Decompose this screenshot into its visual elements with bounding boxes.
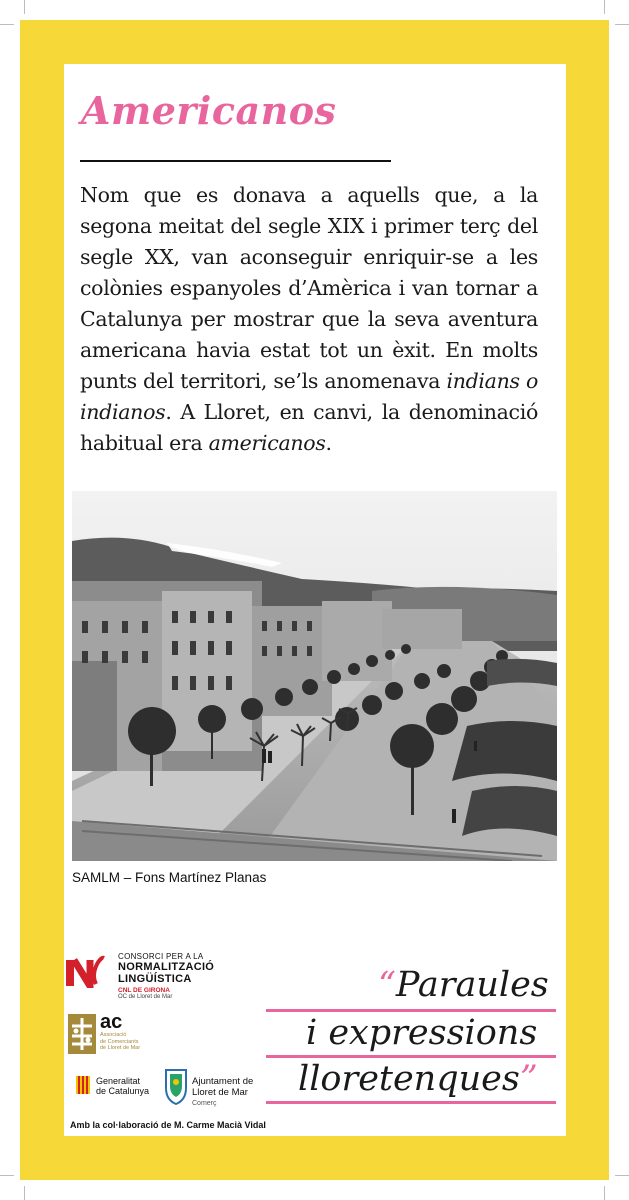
promenade-photo-illustration: [72, 491, 557, 861]
cnl-line: NORMALITZACIÓ: [118, 961, 215, 973]
ajuntament-line: Comerç: [192, 1100, 217, 1107]
generalitat-logo: [76, 1072, 156, 1104]
definition-emphasis: indians o indianos: [80, 369, 538, 424]
ac-line: Associació: [100, 1032, 127, 1038]
slogan-text: lloretenques: [298, 1059, 520, 1099]
ajuntament-text: [192, 1076, 253, 1109]
slogan-line-1: [378, 965, 549, 1005]
open-quote: “: [378, 965, 396, 1005]
crop-mark: [24, 0, 25, 14]
cnl-line: CNL DE GIRONA: [118, 987, 170, 994]
generalitat-line: Generalitat: [96, 1076, 141, 1086]
cnl-line: LINGÜÍSTICA: [118, 973, 192, 985]
crop-mark: [0, 1175, 14, 1176]
definition-part: .: [325, 431, 332, 455]
cnl-line: CONSORCI PER A LA: [118, 952, 204, 961]
ac-mark-text: ac: [100, 1011, 123, 1033]
photo-caption: SAMLM – Fons Martínez Planas: [72, 870, 267, 885]
ajuntament-logo: [162, 1066, 272, 1110]
slogan-rule: [266, 1055, 556, 1058]
ac-mark-icon: [68, 1014, 96, 1054]
ajuntament-line: Ajuntament de: [192, 1076, 254, 1087]
crop-mark: [0, 24, 14, 25]
title-divider: [80, 160, 391, 162]
ac-line: de Lloret de Mar: [100, 1045, 141, 1051]
cnl-line: OC de Lloret de Mar: [118, 994, 173, 1000]
ac-text: [100, 1012, 140, 1052]
definition-text: [80, 180, 538, 459]
close-quote: ”: [519, 1059, 538, 1099]
definition-emphasis: americanos: [208, 431, 326, 455]
slogan-text: i expressions: [306, 1013, 538, 1053]
ac-logo: [68, 1012, 158, 1056]
collaboration-credit: Amb la col·laboració de M. Carme Macià Vidal: [70, 1120, 266, 1130]
generalitat-line: de Catalunya: [96, 1086, 150, 1096]
crop-mark: [615, 24, 629, 25]
definition-part: Nom que es donava a aquells que, a la segona meitat del segle XIX i primer terç del segle XX, van aconseguir enriquir-se a les colònies espanyoles d’Amèrica i van tornar a Catalunya per mostrar que la seva aventura americana havia estat tot un èxit. En molts punts del territori, se’ls anomenava: [80, 183, 538, 393]
slogan-rule: [266, 1009, 556, 1012]
cnl-logo: [66, 950, 215, 1006]
slogan-text: Paraules: [395, 965, 549, 1005]
slogan-rule: [266, 1101, 556, 1104]
coat-of-arms-icon: [162, 1066, 190, 1106]
cnl-mark-icon: [66, 954, 106, 988]
crop-mark: [604, 1186, 605, 1200]
crop-mark: [604, 0, 605, 14]
cnl-text: [118, 952, 214, 1000]
senyera-icon: [76, 1076, 90, 1094]
crop-mark: [615, 1175, 629, 1176]
series-slogan: [266, 965, 566, 1115]
slogan-line-2: [306, 1013, 537, 1053]
historical-photo: [72, 491, 557, 861]
generalitat-text: [96, 1076, 149, 1096]
ac-line: de Comerciants: [100, 1038, 139, 1045]
crop-mark: [24, 1186, 25, 1200]
definition-part: . A Lloret, en canvi, la denominació habitual era: [80, 400, 538, 455]
page-title: Americanos: [81, 88, 337, 133]
ajuntament-line: Lloret de Mar: [192, 1087, 248, 1098]
slogan-line-3: [298, 1059, 538, 1099]
